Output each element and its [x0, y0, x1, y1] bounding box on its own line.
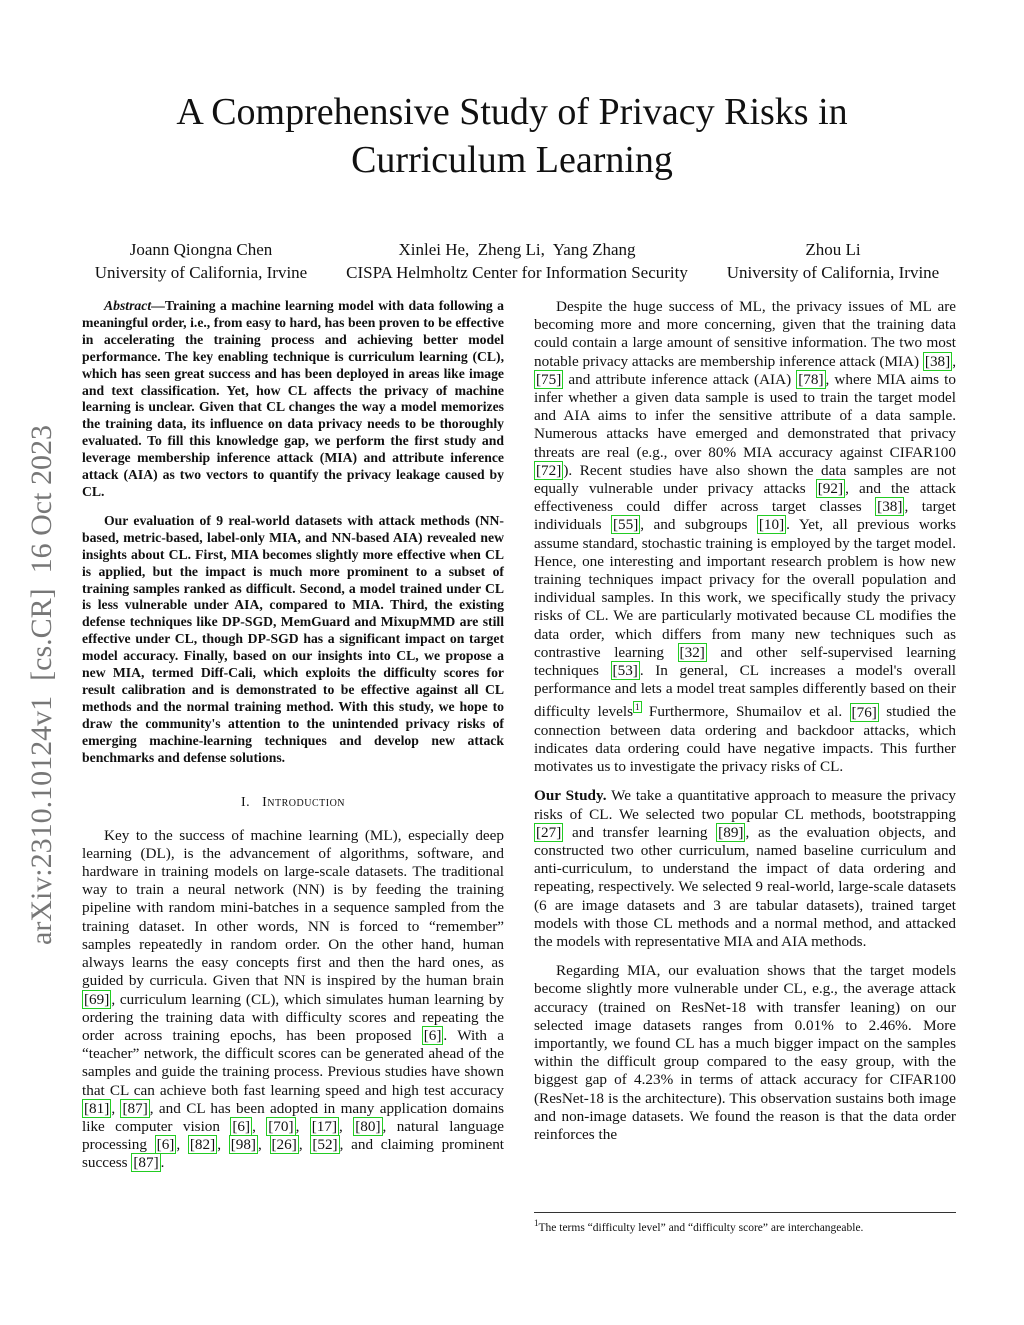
paper-title — [0, 88, 1024, 184]
text-run: , — [258, 1136, 270, 1154]
text-run: , and claiming prominent success — [82, 1136, 505, 1172]
author-3-names: Zhou Li — [805, 240, 861, 259]
citation-link[interactable]: [72] — [536, 461, 562, 479]
text-run: ). Recent studies have also shown the data samples are not equally vulnerable under privacy attacks — [534, 461, 956, 498]
text-run: Despite the huge success of ML, the privacy issues of ML are becoming more and more concerning, given that the training data could contain a large amount of sensitive information. The two most notable privacy attacks are membership inference attack (MIA) — [534, 298, 956, 370]
citation-link[interactable]: [89] — [718, 823, 744, 841]
author-1-affiliation: University of California, Irvine — [94, 263, 308, 282]
footnote — [534, 1212, 956, 1235]
title-line-2: Curriculum Learning — [351, 139, 673, 181]
left-column — [82, 298, 504, 1173]
citation-link[interactable]: [26] — [271, 1136, 297, 1154]
section-title: Introduction — [262, 795, 346, 811]
text-run: , — [111, 1099, 121, 1117]
citation-link[interactable]: [6] — [156, 1136, 175, 1154]
abstract-paragraph-1 — [82, 298, 504, 501]
abstract — [82, 298, 504, 766]
citation-link[interactable]: [92] — [817, 480, 844, 498]
author-2-names: Xinlei He, Zheng Li, Yang Zhang — [398, 240, 636, 259]
text-run: , — [176, 1136, 188, 1154]
abstract-label: Abstract — [104, 298, 152, 313]
right-paragraph-2 — [534, 787, 956, 951]
citation-link[interactable]: [87] — [133, 1154, 159, 1172]
section-heading-introduction — [82, 794, 504, 812]
text-run: . — [160, 1154, 165, 1172]
text-run: , — [252, 1117, 267, 1135]
text-run: , — [295, 1117, 310, 1135]
arxiv-stamp: arXiv:2310.10124v1 [cs.CR] 16 Oct 2023 — [25, 425, 58, 945]
author-3 — [714, 238, 952, 284]
citation-link[interactable]: [70] — [268, 1117, 294, 1135]
text-run: , target individuals — [534, 498, 956, 534]
intro-body — [82, 827, 504, 1173]
footnote-link[interactable]: 1 — [635, 702, 640, 713]
citation-link[interactable]: [6] — [232, 1117, 251, 1135]
text-run: . Yet, all previous works assume standard, stochastic training is employed by the target model. Hence, one interesting and important research problem is how new training techniques impact privacy for the overall population and individual samples. In this work, we specifically study the privacy risks of CL. We are particularly motivated because CL modifies the data order, which differs from many new techniques such as contrastive learning — [534, 516, 957, 661]
our-study-lead: Our Study. — [534, 787, 607, 805]
footnote-mark: 1 — [534, 1218, 539, 1228]
text-run: Key to the success of machine learning (ML), especially deep learning (DL), is the advancement of algorithms, software, and hardware in training models on large-scale datasets. The traditional way to train a neural network (NN) is by feeding the training pipeline with random mini-batches in a sequence sampled from the training dataset. In other words, NN is forced to “remember” samples repeatedly in random order. On the other hand, human always learns the easy concepts first and then the hard ones, as guided by curricula. Given that NN is inspired by the human brain — [82, 826, 504, 990]
text-run: , — [298, 1136, 311, 1154]
citation-link[interactable]: [80] — [355, 1117, 381, 1135]
citation-link[interactable]: [38] — [924, 352, 951, 370]
author-1 — [82, 238, 320, 284]
citation-link[interactable]: [38] — [877, 498, 903, 516]
citation-link[interactable]: [32] — [679, 643, 705, 661]
text-run: and attribute inference attack (AIA) — [563, 370, 797, 388]
citation-link[interactable]: [17] — [311, 1117, 338, 1135]
title-line-1: A Comprehensive Study of Privacy Risks in — [176, 91, 848, 133]
author-3-affiliation: University of California, Irvine — [726, 263, 940, 282]
citation-link[interactable]: [78] — [798, 370, 824, 388]
abstract-text-1: —Training a machine learning model with data following a meaningful order, i.e., from easy to hard, has been proven to be effective in accelerating the training process and achieving better model performance. The key enabling technique is curriculum learning (CL), which has seen great success and has been deployed in areas like image and text classification. Yet, how CL affects the privacy of machine learning is unclear. Given that CL changes the way a model memorizes the training data, its influence on data privacy needs to be thoroughly evaluated. To fill this knowledge gap, we perform the first study and leverage membership inference attack (MIA) and attribute inference attack (AIA) as two vectors to quantify the privacy leakage caused by CL. — [82, 298, 504, 499]
intro-paragraph-1 — [82, 827, 504, 1173]
citation-link[interactable]: [87] — [122, 1099, 148, 1117]
text-run: , and subgroups — [640, 516, 757, 534]
text-run: , as the evaluation objects, and constructed two other curriculum, named baseline curriculum and anti-curriculum, to understand the impact of data ordering and repeating, respectively. We selected 9 real-world, large-scale datasets (6 are image datasets and 3 are tabular datasets), trained target models with those CL methods and a normal method, and attacked the models with representative MIA and AIA methods. — [534, 823, 956, 950]
text-run: , — [339, 1117, 354, 1135]
footnote-text: The terms “difficulty level” and “difficulty score” are interchangeable. — [538, 1221, 864, 1234]
right-column — [534, 298, 956, 1144]
text-run: , curriculum learning (CL), which simulates human learning by ordering the training data with difficulty scores and repeating the order across training epochs, has been proposed — [82, 990, 504, 1044]
text-run: . With a “teacher” network, the difficult scores can be generated ahead of the samples and guide the training process. Previous studies have shown that CL can achieve both fast learning speed and high test accuracy — [82, 1026, 504, 1099]
citation-link[interactable]: [98] — [230, 1136, 256, 1154]
text-run: , natural language processing — [82, 1117, 505, 1154]
right-paragraph-1 — [534, 298, 956, 776]
text-run: . In general, CL increases a model's overall performance and lets a model treat samples differently based on their difficulty levels — [534, 662, 956, 721]
author-2 — [322, 238, 712, 284]
citation-link[interactable]: [82] — [189, 1136, 216, 1154]
text-run: and transfer learning — [563, 823, 717, 841]
section-number: I. — [240, 795, 251, 811]
author-2-affiliation: CISPA Helmholtz Center for Information Security — [346, 263, 688, 282]
text-run: , where MIA aims to infer whether a given data sample is used to train the target model and AIA aims to infer the sensitive attribute of a data sample. Numerous attacks have emerged and demonstrated that privacy threats are real (e.g., over 80% MIA accuracy against CIFAR100 — [534, 370, 956, 461]
citation-link[interactable]: [10] — [758, 516, 785, 534]
text-run: , — [217, 1136, 229, 1154]
citation-link[interactable]: [76] — [851, 703, 877, 721]
text-run: studied the connection between data ordering and backdoor attacks, which indicates data ordering could have negative impacts. This further motivates us to investigate the privacy risks of CL. — [534, 703, 956, 776]
citation-link[interactable]: [6] — [423, 1026, 442, 1044]
citation-link[interactable]: [75] — [536, 370, 562, 388]
text-run: , — [952, 352, 956, 370]
text-run: , and the attack effectiveness could differ across target classes — [534, 480, 956, 516]
text-run: Furthermore, Shumailov et al. — [641, 703, 850, 721]
text-run: , and CL has been adopted in many application domains like computer vision — [82, 1099, 505, 1135]
author-1-names: Joann Qiongna Chen — [129, 240, 273, 259]
text-run: and other self-supervised learning techniques — [534, 643, 956, 680]
citation-link[interactable]: [69] — [84, 990, 110, 1008]
citation-link[interactable]: [55] — [612, 516, 639, 534]
citation-link[interactable]: [52] — [312, 1136, 338, 1154]
abstract-paragraph-2: Our evaluation of 9 real-world datasets with attack methods (NN-based, metric-based, label-only MIA, and NN-based AIA) revealed new insights about CL. First, MIA becomes slightly more effective when CL is applied, but the impact is much more prominent to a subset of training samples ranked as difficult. Second, a model trained under CL is less vulnerable under AIA, compared to MIA. Third, the existing defense techniques like DP-SGD, MemGuard and MixupMMD are still effective under CL, though DP-SGD has a significant impact on target model accuracy. Finally, based on our insights into CL, we propose a new MIA, termed Diff-Cali, which exploits the difficulty scores for result calibration and is demonstrated to be effective against all CL methods and the normal training method. With this study, we hope to draw the community's attention to the unintended privacy risks of emerging machine-learning techniques and develop new attack benchmarks and defense solutions. — [82, 512, 504, 765]
right-paragraph-3: Regarding MIA, our evaluation shows that the target models become slightly more vulnerable under CL, e.g., the average attack accuracy (trained on ResNet-18 with transfer leaning) on our selected image datasets ranges from 0.01% to 2.46%. More importantly, we found CL has a much bigger impact on the samples within the difficult group compared to the easy group, with the biggest gap of 4.23% in terms of attack accuracy for CIFAR100 (ResNet-18 is the architecture). This observation sustains both image and non-image datasets. We found the reason is that the data order reinforces the — [534, 962, 956, 1143]
citation-link[interactable]: [53] — [612, 662, 638, 680]
citation-link[interactable]: [81] — [84, 1099, 110, 1117]
citation-link[interactable]: [27] — [536, 823, 562, 841]
text-run: We take a quantitative approach to measure the privacy risks of CL. We selected two popular CL methods, bootstrapping — [534, 787, 956, 823]
